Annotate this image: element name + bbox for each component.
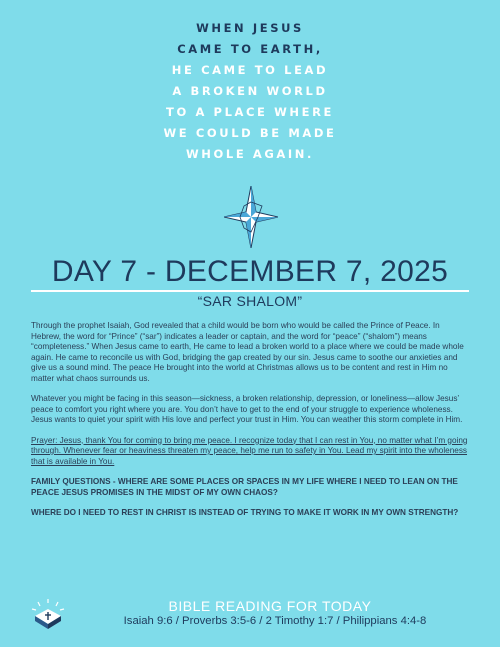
quote-line: WHEN JESUS bbox=[196, 21, 304, 35]
quote-line: WHOLE AGAIN. bbox=[186, 147, 314, 161]
bible-icon bbox=[30, 598, 66, 632]
reading-heading: BIBLE READING FOR TODAY bbox=[168, 598, 372, 614]
quote-line: CAME TO EARTH, bbox=[177, 42, 323, 56]
page-title: DAY 7 - DECEMBER 7, 2025 bbox=[51, 255, 449, 288]
quote-line: WE COULD BE MADE bbox=[163, 126, 337, 140]
star-icon bbox=[224, 186, 278, 248]
reading-references: Isaiah 9:6 / Proverbs 3:5-6 / 2 Timothy 1:7 / Philippians 4:4-8 bbox=[123, 615, 427, 627]
subtitle: “SAR SHALOM” bbox=[197, 293, 303, 309]
devotional-body bbox=[31, 321, 471, 529]
divider bbox=[31, 290, 469, 292]
quote-line: HE CAME TO LEAD bbox=[171, 63, 329, 77]
quote bbox=[0, 18, 500, 165]
paragraph: Whatever you might be facing in this season—sickness, a broken relationship, depression, or loneliness—allow Jesus’ peace to comfort you right where you are. You don’t have to get to the end of your struggle to experience wholeness. Jesus wants to quiet your spirit with His love and perfect your trust in Him. You can weather this storm complete in Him. bbox=[31, 394, 463, 424]
family-question: WHERE DO I NEED TO REST IN CHRIST IS INSTEAD OF TRYING TO MAKE IT WORK IN MY OWN STRENGTH? bbox=[31, 508, 459, 517]
family-question: FAMILY QUESTIONS - WHERE ARE SOME PLACES OR SPACES IN MY LIFE WHERE I NEED TO LEAN ON THE PEACE JESUS PROMISES IN THE MIDST OF MY OWN CHAOS? bbox=[31, 477, 458, 497]
quote-line: TO A PLACE WHERE bbox=[166, 105, 334, 119]
prayer: Prayer: Jesus, thank You for coming to bring me peace. I recognize today that I can rest in You, no matter what I’m going through. Whenever fear or heaviness threaten my peace, help me run to safety in You. Lead my spirit into the wholeness that is available in You. bbox=[31, 435, 468, 466]
quote-line: A BROKEN WORLD bbox=[172, 84, 328, 98]
paragraph: Through the prophet Isaiah, God revealed that a child would be born who would be called the Prince of Peace. In Hebrew, the word for “Prince” (“sar”) indicates a leader or captain, and the word for “peace” (“shalom”) means “completeness.” When Jesus came to earth, He came to lead a broken world to a place where we could be made whole again. He came to reconcile us with God, bridging the gap created by our sin. Jesus came to soothe our anxieties and give us a sound mind. The peace He brought into the world at Christmas allows us to be content and rest in Him no matter what chaos surrounds us. bbox=[31, 321, 464, 383]
